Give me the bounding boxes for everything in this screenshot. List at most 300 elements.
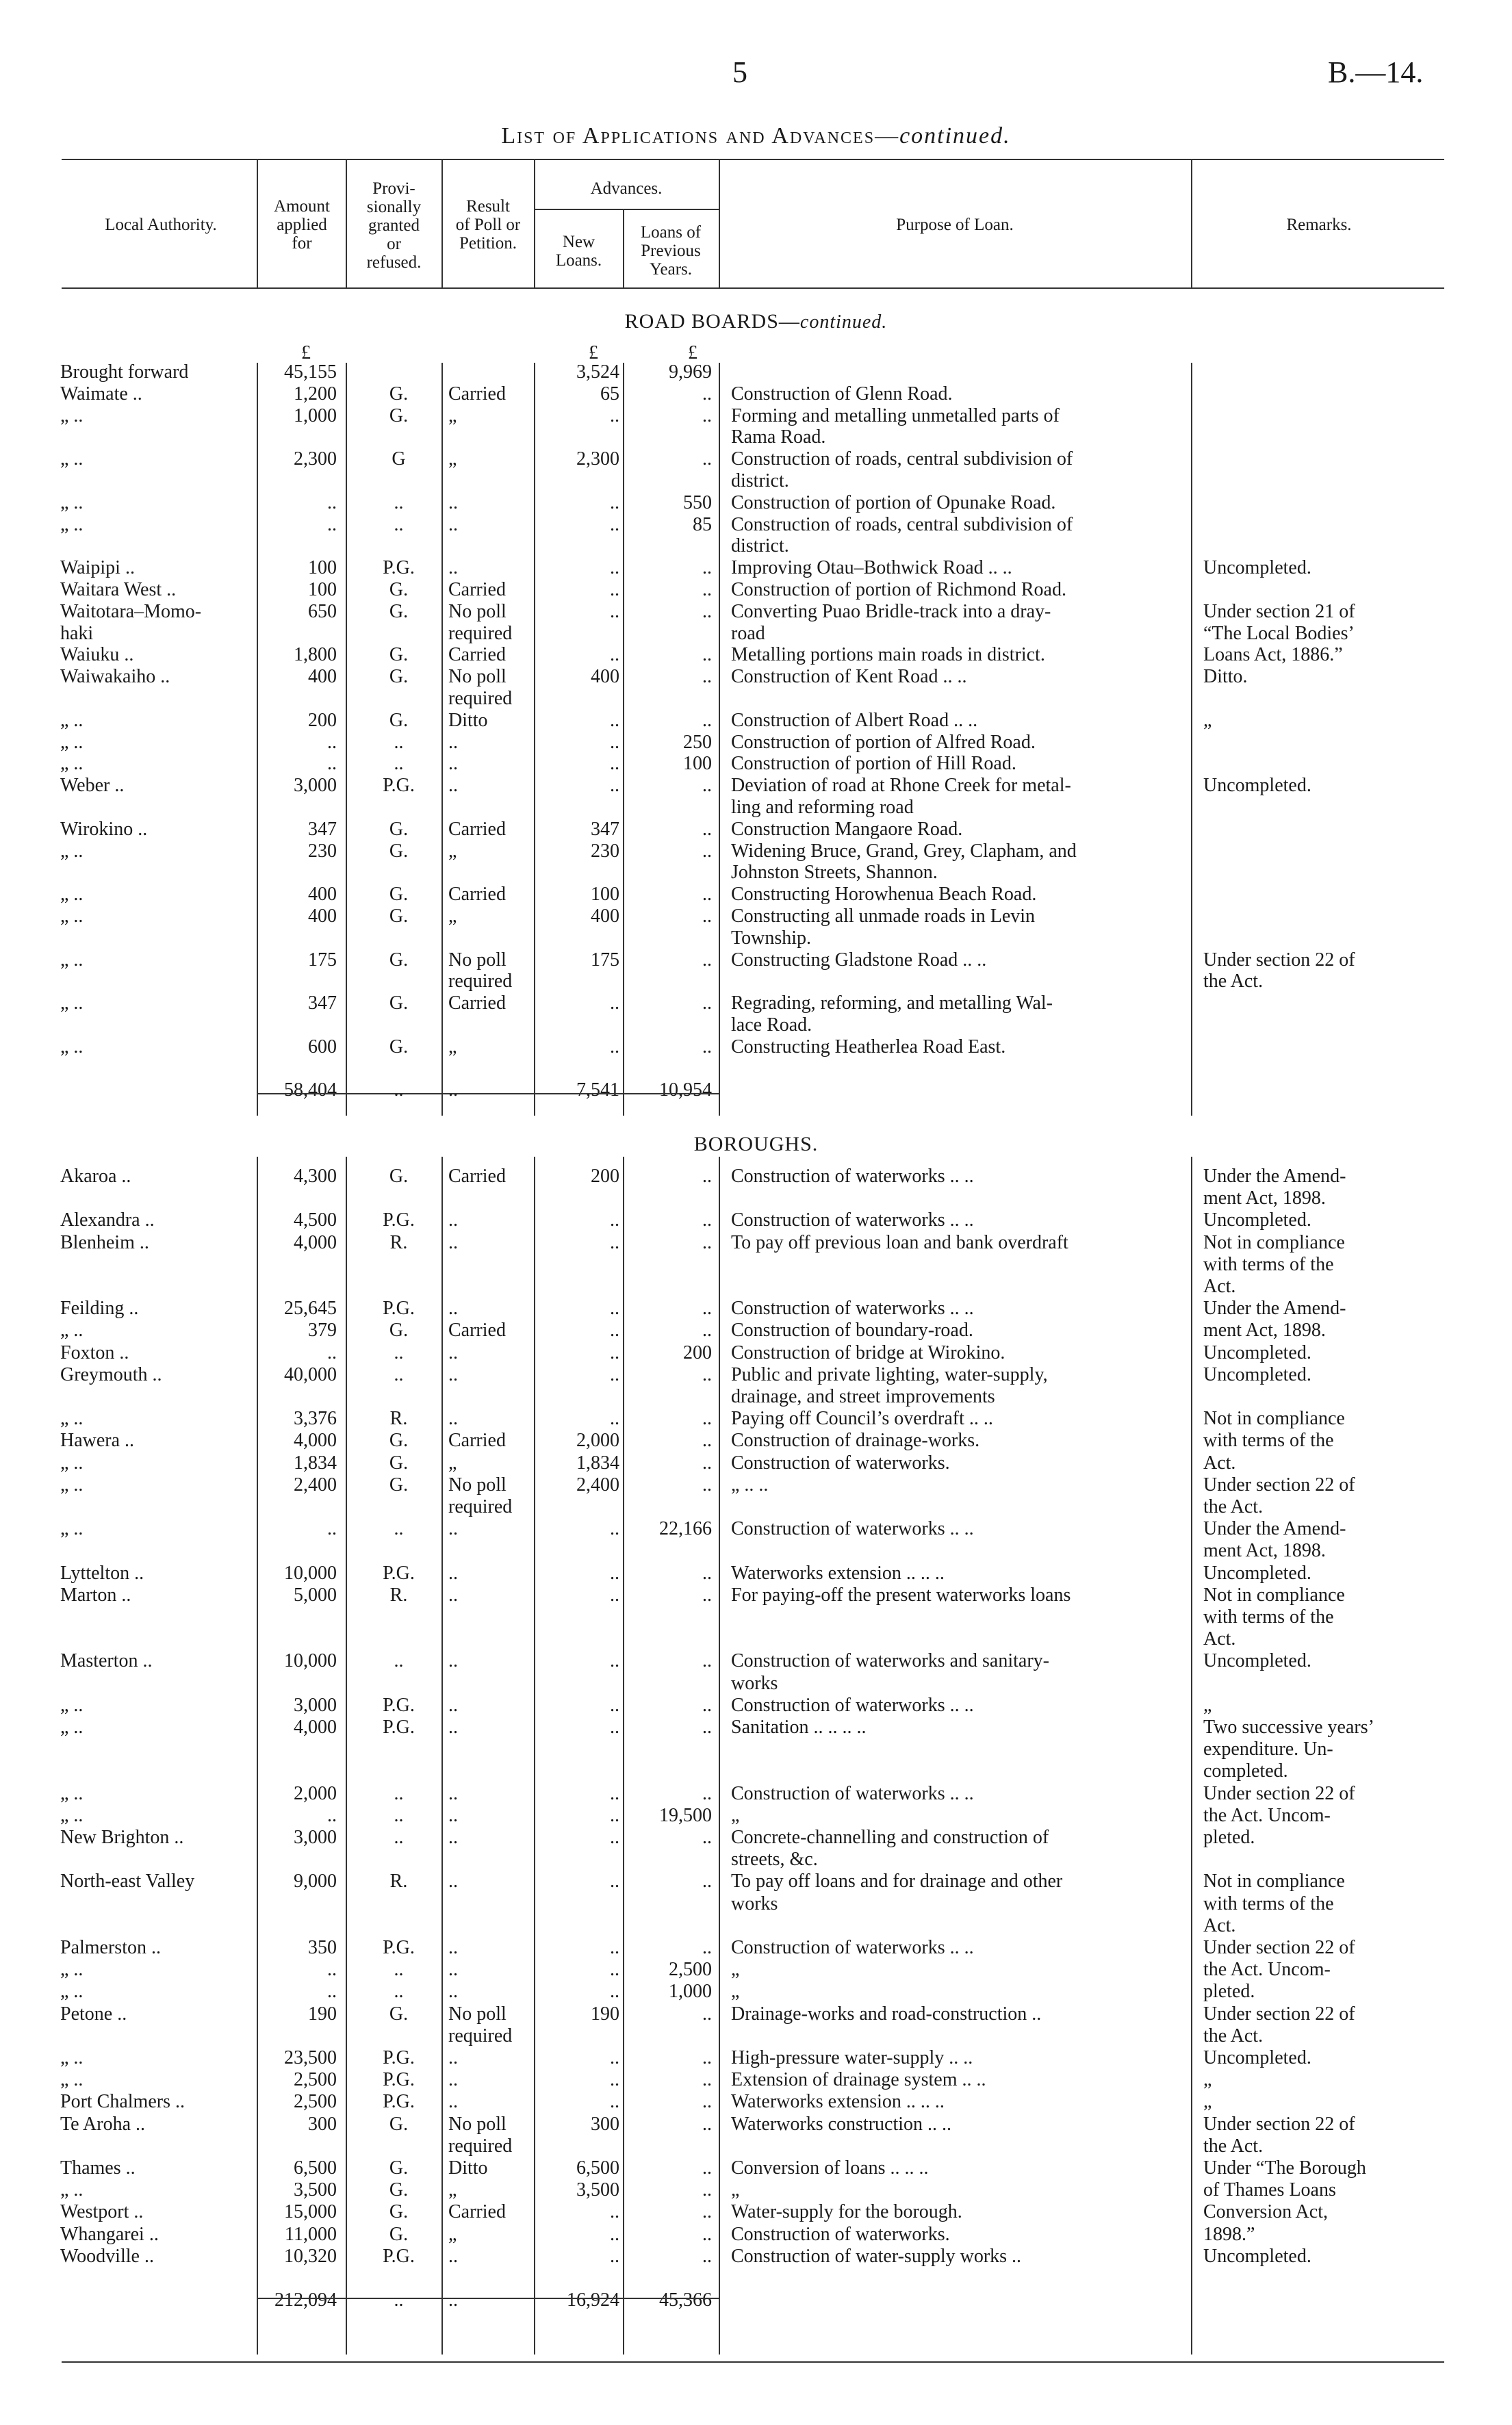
cell-new-loans: 7,541 xyxy=(576,1079,619,1101)
cell-result: No poll xyxy=(448,666,507,688)
cell-remarks: Act. xyxy=(1203,1628,1236,1650)
cell-authority: Thames .. xyxy=(60,2157,136,2179)
cell-remarks: Uncompleted. xyxy=(1203,1562,1311,1584)
cell-amount: 4,500 xyxy=(294,1209,337,1231)
cell-purpose: Constructing all unmade roads in Levin xyxy=(731,906,1036,927)
cell-previous-loans: .. xyxy=(702,1827,712,1848)
cell-provisional: G. xyxy=(389,709,409,731)
cell-amount: 100 xyxy=(308,579,337,600)
cell-result: „ xyxy=(448,405,457,426)
cell-result: „ xyxy=(448,1452,457,1474)
cell-remarks: Not in compliance xyxy=(1203,1584,1345,1606)
table-row xyxy=(0,992,1512,1016)
cell-result: Carried xyxy=(448,1166,506,1187)
cell-authority: haki xyxy=(60,622,94,644)
cell-amount: 350 xyxy=(308,1937,337,1958)
table-row xyxy=(0,1584,1512,1608)
cell-remarks: the Act. xyxy=(1203,2025,1264,2047)
cell-provisional: P.G. xyxy=(383,2069,415,2091)
cell-new-loans: .. xyxy=(610,1650,619,1672)
cell-previous-loans: .. xyxy=(702,1408,712,1430)
table-row xyxy=(0,1209,1512,1233)
cell-result: .. xyxy=(448,557,458,579)
cell-result: Carried xyxy=(448,2201,506,2223)
cell-amount: 58,404 xyxy=(284,1079,337,1101)
table-row xyxy=(0,644,1512,667)
cell-new-loans: .. xyxy=(610,1782,619,1804)
document-code: B.—14. xyxy=(1328,55,1424,89)
table-row xyxy=(0,927,1512,951)
cell-remarks: the Act. Uncom- xyxy=(1203,1959,1331,1981)
cell-amount: .. xyxy=(327,1518,337,1540)
cell-remarks: Uncompleted. xyxy=(1203,1363,1311,1385)
cell-purpose: Johnston Streets, Shannon. xyxy=(731,862,938,884)
section-road-boards xyxy=(0,310,1512,333)
cell-previous-loans: .. xyxy=(702,1937,712,1958)
table-row xyxy=(0,1673,1512,1696)
cell-new-loans: .. xyxy=(610,557,619,579)
cell-provisional: .. xyxy=(394,1981,404,2003)
cell-new-loans: .. xyxy=(610,1320,619,1342)
cell-purpose: Metalling portions main roads in district. xyxy=(731,644,1045,666)
table-row xyxy=(0,1276,1512,1299)
cell-remarks: Under section 22 of xyxy=(1203,2003,1355,2025)
table-row xyxy=(0,1452,1512,1476)
cell-remarks: Uncompleted. xyxy=(1203,1650,1311,1672)
cell-purpose: Construction of roads, central subdivision of xyxy=(731,448,1073,470)
cell-new-loans: .. xyxy=(610,1231,619,1253)
cell-new-loans: .. xyxy=(610,753,619,775)
table-row xyxy=(0,1760,1512,1784)
cell-remarks: Under section 22 of xyxy=(1203,1474,1355,1496)
cell-amount: 190 xyxy=(308,2003,337,2025)
table-row xyxy=(0,666,1512,689)
table-row xyxy=(0,1871,1512,1894)
cell-remarks: Under section 21 of xyxy=(1203,600,1355,622)
cell-result: Carried xyxy=(448,1320,506,1342)
cell-purpose: Forming and metalling unmetalled parts of xyxy=(731,405,1060,426)
cell-result: No poll xyxy=(448,2113,507,2135)
table-row xyxy=(0,1079,1512,1103)
table-row xyxy=(0,1430,1512,1453)
cell-remarks: Conversion Act, xyxy=(1203,2201,1328,2223)
cell-remarks: the Act. xyxy=(1203,1496,1264,1517)
cell-amount: 4,000 xyxy=(294,1717,337,1738)
cell-new-loans: .. xyxy=(610,1871,619,1892)
cell-previous-loans: .. xyxy=(702,884,712,906)
cell-amount: 23,500 xyxy=(284,2047,337,2068)
cell-amount: 600 xyxy=(308,1036,337,1057)
cell-authority: „ .. xyxy=(60,731,84,753)
table-row xyxy=(0,1606,1512,1630)
cell-amount: 1,800 xyxy=(294,644,337,666)
cell-authority: Marton .. xyxy=(60,1584,131,1606)
col-header-prov-line4: or xyxy=(387,235,401,253)
table-row xyxy=(0,1849,1512,1872)
cell-new-loans: 16,924 xyxy=(567,2289,619,2311)
cell-remarks: the Act. Uncom- xyxy=(1203,1804,1331,1826)
cell-provisional: G. xyxy=(389,1166,409,1187)
cell-new-loans: .. xyxy=(610,1981,619,2003)
cell-authority: „ .. xyxy=(60,709,84,731)
cell-authority: Blenheim .. xyxy=(60,1231,149,1253)
table-row xyxy=(0,1364,1512,1387)
cell-new-loans: 65 xyxy=(600,383,619,405)
road-subtotal-rule xyxy=(257,1093,719,1094)
cell-authority: Te Aroha .. xyxy=(60,2113,146,2135)
table-row xyxy=(0,1628,1512,1652)
cell-provisional: .. xyxy=(394,1827,404,1848)
col-header-prov-line1: Provi- xyxy=(372,179,415,198)
cell-new-loans: .. xyxy=(610,731,619,753)
cell-result: required xyxy=(448,622,513,644)
cell-amount: 10,000 xyxy=(284,1650,337,1672)
cell-result: .. xyxy=(448,1079,458,1101)
col-header-amount-line2: applied xyxy=(277,216,327,234)
cell-provisional: G. xyxy=(389,949,409,971)
cell-previous-loans: .. xyxy=(702,840,712,862)
cell-provisional: P.G. xyxy=(383,775,415,797)
cell-new-loans: .. xyxy=(610,600,619,622)
cell-result: „ xyxy=(448,2223,457,2245)
cell-new-loans: 190 xyxy=(591,2003,619,2025)
table-row xyxy=(0,361,1512,385)
cell-new-loans: .. xyxy=(610,644,619,666)
cell-new-loans: .. xyxy=(610,491,619,513)
cell-previous-loans: 200 xyxy=(683,1342,712,1363)
cell-amount: 3,500 xyxy=(294,2179,337,2201)
cell-result: „ xyxy=(448,840,457,862)
cell-authority: Westport .. xyxy=(60,2201,144,2223)
table-row xyxy=(0,1827,1512,1850)
cell-previous-loans: 22,166 xyxy=(659,1518,712,1540)
cell-amount: 15,000 xyxy=(284,2201,337,2223)
cell-authority: Greymouth .. xyxy=(60,1363,162,1385)
table-row xyxy=(0,1386,1512,1409)
cell-provisional: P.G. xyxy=(383,1209,415,1231)
section-road-boards-cont: continued. xyxy=(799,311,888,333)
cell-amount: 25,645 xyxy=(284,1298,337,1320)
currency-prev: £ xyxy=(688,342,697,363)
cell-remarks: Act. xyxy=(1203,1276,1236,1297)
table-row xyxy=(0,2025,1512,2049)
cell-amount: .. xyxy=(327,1342,337,1363)
cell-purpose: „ xyxy=(731,1804,740,1826)
cell-remarks: Not in compliance xyxy=(1203,1408,1345,1430)
cell-purpose: Waterworks construction .. .. xyxy=(731,2113,951,2135)
cell-remarks: Under section 22 of xyxy=(1203,1782,1355,1804)
cell-new-loans: 2,400 xyxy=(576,1474,619,1496)
table-row xyxy=(0,1783,1512,1806)
cell-amount: 1,834 xyxy=(294,1452,337,1474)
cell-remarks: the Act. xyxy=(1203,971,1264,992)
cell-amount: 2,500 xyxy=(294,2069,337,2091)
table-row xyxy=(0,426,1512,450)
table-row xyxy=(0,1036,1512,1060)
cell-previous-loans: .. xyxy=(702,2245,712,2267)
cell-previous-loans: .. xyxy=(702,1782,712,1804)
cell-amount: .. xyxy=(327,513,337,535)
cell-authority: Port Chalmers .. xyxy=(60,2091,185,2113)
cell-new-loans: .. xyxy=(610,1518,619,1540)
cell-new-loans: .. xyxy=(610,1694,619,1716)
table-row xyxy=(0,1474,1512,1498)
cell-authority: Brought forward xyxy=(60,361,189,383)
cell-purpose: „ .. .. xyxy=(731,1474,769,1496)
cell-provisional: P.G. xyxy=(383,1694,415,1716)
cell-authority: Waiwakaiho .. xyxy=(60,666,170,688)
cell-previous-loans: .. xyxy=(702,1231,712,1253)
cell-authority: „ .. xyxy=(60,1320,84,1342)
cell-amount: .. xyxy=(327,1981,337,2003)
cell-result: Ditto xyxy=(448,2157,488,2179)
cell-new-loans: .. xyxy=(610,1959,619,1981)
cell-authority: „ .. xyxy=(60,1036,84,1057)
cell-purpose: Drainage-works and road-construction .. xyxy=(731,2003,1042,2025)
cell-remarks: the Act. xyxy=(1203,2135,1264,2157)
cell-authority: North-east Valley xyxy=(60,1871,195,1892)
cell-remarks: ment Act, 1898. xyxy=(1203,1540,1326,1562)
cell-amount: 379 xyxy=(308,1320,337,1342)
cell-authority: Wirokino .. xyxy=(60,818,148,840)
cell-purpose: Construction of Albert Road .. .. xyxy=(731,709,978,731)
cell-amount: 2,300 xyxy=(294,448,337,470)
cell-provisional: .. xyxy=(394,1518,404,1540)
cell-amount: 2,500 xyxy=(294,2091,337,2113)
cell-result: .. xyxy=(448,1827,458,1848)
cell-remarks: pleted. xyxy=(1203,1827,1255,1848)
cell-authority: „ .. xyxy=(60,992,84,1014)
cell-provisional: P.G. xyxy=(383,1717,415,1738)
cell-purpose: Public and private lighting, water-supply, xyxy=(731,1363,1048,1385)
cell-authority: „ .. xyxy=(60,906,84,927)
cell-purpose: Construction of waterworks .. .. xyxy=(731,1166,974,1187)
cell-amount: 10,000 xyxy=(284,1562,337,1584)
cell-result: .. xyxy=(448,1650,458,1672)
section-road-boards-label: ROAD BOARDS— xyxy=(624,310,800,333)
cell-purpose: Construction of portion of Hill Road. xyxy=(731,753,1016,775)
cell-result: .. xyxy=(448,1518,458,1540)
table-row xyxy=(0,2179,1512,2203)
cell-provisional: P.G. xyxy=(383,2245,415,2267)
cell-result: required xyxy=(448,688,513,709)
cell-result: .. xyxy=(448,1298,458,1320)
table-row xyxy=(0,1254,1512,1277)
cell-previous-loans: .. xyxy=(702,1209,712,1231)
table-row xyxy=(0,1915,1512,1938)
cell-remarks: Act. xyxy=(1203,1452,1236,1474)
table-row xyxy=(0,448,1512,472)
cell-result: .. xyxy=(448,2047,458,2068)
cell-result: .. xyxy=(448,1363,458,1385)
cell-result: No poll xyxy=(448,1474,507,1496)
cell-provisional: .. xyxy=(394,491,404,513)
cell-result: .. xyxy=(448,1804,458,1826)
cell-previous-loans: 100 xyxy=(683,753,712,775)
cell-result: .. xyxy=(448,513,458,535)
table-row xyxy=(0,2047,1512,2070)
cell-provisional: G. xyxy=(389,906,409,927)
col-header-advances: Advances. xyxy=(590,179,663,198)
section-boroughs: BOROUGHS. xyxy=(693,1133,819,1155)
cell-amount: 3,000 xyxy=(294,1827,337,1848)
borough-subtotal-rule xyxy=(257,2298,719,2299)
cell-purpose: Construction of waterworks. xyxy=(731,1452,950,1474)
cell-provisional: .. xyxy=(394,731,404,753)
cell-provisional: G. xyxy=(389,2223,409,2245)
table-row xyxy=(0,2091,1512,2114)
cell-provisional: G. xyxy=(389,1430,409,1452)
cell-previous-loans: .. xyxy=(702,1717,712,1738)
cell-provisional: .. xyxy=(394,513,404,535)
cell-new-loans: 175 xyxy=(591,949,619,971)
cell-amount: 2,000 xyxy=(294,1782,337,1804)
currency-amount: £ xyxy=(301,342,311,363)
cell-amount: 212,094 xyxy=(274,2289,337,2311)
cell-amount: 400 xyxy=(308,666,337,688)
cell-previous-loans: .. xyxy=(702,1166,712,1187)
cell-amount: 3,000 xyxy=(294,1694,337,1716)
cell-new-loans: 300 xyxy=(591,2113,619,2135)
col-header-authority: Local Authority. xyxy=(105,216,217,234)
cell-amount: .. xyxy=(327,491,337,513)
cell-remarks: of Thames Loans xyxy=(1203,2179,1336,2201)
cell-purpose: Converting Puao Bridle-track into a dray- xyxy=(731,600,1051,622)
cell-new-loans: 6,500 xyxy=(576,2157,619,2179)
cell-result: .. xyxy=(448,1584,458,1606)
cell-remarks: with terms of the xyxy=(1203,1253,1334,1275)
cell-purpose: Constructing Gladstone Road .. .. xyxy=(731,949,987,971)
table-row xyxy=(0,1893,1512,1916)
cell-new-loans: .. xyxy=(610,2091,619,2113)
cell-purpose: Construction of drainage-works. xyxy=(731,1430,980,1452)
cell-purpose: Construction of roads, central subdivision of xyxy=(731,513,1073,535)
cell-new-loans: 3,500 xyxy=(576,2179,619,2201)
cell-previous-loans: 2,500 xyxy=(669,1959,712,1981)
cell-previous-loans: .. xyxy=(702,1650,712,1672)
cell-provisional: P.G. xyxy=(383,1562,415,1584)
cell-new-loans: 347 xyxy=(591,818,619,840)
cell-new-loans: .. xyxy=(610,579,619,600)
cell-result: Carried xyxy=(448,579,506,600)
table-row xyxy=(0,2246,1512,2269)
cell-remarks: Uncompleted. xyxy=(1203,1209,1311,1231)
cell-provisional: R. xyxy=(389,1408,408,1430)
table-row xyxy=(0,2003,1512,2027)
cell-amount: 230 xyxy=(308,840,337,862)
table-bottom-rule xyxy=(62,2361,1444,2363)
table-row xyxy=(0,1014,1512,1038)
cell-amount: 100 xyxy=(308,557,337,579)
cell-previous-loans: .. xyxy=(702,666,712,688)
cell-authority: Waiuku .. xyxy=(60,644,134,666)
cell-provisional: R. xyxy=(389,1584,408,1606)
cell-provisional: P.G. xyxy=(383,2047,415,2068)
table-row xyxy=(0,1937,1512,1960)
cell-previous-loans: .. xyxy=(702,949,712,971)
cell-amount: 3,376 xyxy=(294,1408,337,1430)
cell-purpose: Construction of waterworks .. .. xyxy=(731,1298,974,1320)
cell-new-loans: .. xyxy=(610,1363,619,1385)
table-row xyxy=(0,1232,1512,1255)
cell-remarks: Under section 22 of xyxy=(1203,1937,1355,1958)
cell-amount: 400 xyxy=(308,884,337,906)
cell-remarks: expenditure. Un- xyxy=(1203,1738,1333,1760)
cell-new-loans: .. xyxy=(610,1036,619,1057)
cell-new-loans: .. xyxy=(610,1342,619,1363)
cell-previous-loans: .. xyxy=(702,906,712,927)
cell-result: required xyxy=(448,2135,513,2157)
col-header-purpose: Purpose of Loan. xyxy=(896,216,1014,234)
cell-authority: „ .. xyxy=(60,753,84,775)
cell-previous-loans: .. xyxy=(702,1298,712,1320)
cell-provisional: R. xyxy=(389,1231,408,1253)
cell-remarks: with terms of the xyxy=(1203,1606,1334,1628)
cell-previous-loans: .. xyxy=(702,2157,712,2179)
cell-new-loans: .. xyxy=(610,1209,619,1231)
cell-remarks: Not in compliance xyxy=(1203,1871,1345,1892)
cell-amount: 2,400 xyxy=(294,1474,337,1496)
cell-purpose: Constructing Heatherlea Road East. xyxy=(731,1036,1006,1057)
cell-previous-loans: .. xyxy=(702,2091,712,2113)
table-row xyxy=(0,906,1512,929)
cell-remarks: ment Act, 1898. xyxy=(1203,1320,1326,1342)
cell-remarks: „ xyxy=(1203,709,1212,731)
title-continued: continued. xyxy=(899,123,1011,149)
table-row xyxy=(0,1959,1512,1982)
cell-provisional: .. xyxy=(394,753,404,775)
cell-purpose: Improving Otau–Bothwick Road .. .. xyxy=(731,557,1012,579)
cell-purpose: Constructing Horowhenua Beach Road. xyxy=(731,884,1037,906)
cell-purpose: Township. xyxy=(731,927,812,949)
table-row xyxy=(0,1805,1512,1828)
cell-previous-loans: .. xyxy=(702,2047,712,2068)
cell-purpose: Construction of waterworks .. .. xyxy=(731,1518,974,1540)
cell-result: .. xyxy=(448,2289,458,2311)
cell-provisional: G. xyxy=(389,1452,409,1474)
col-divider xyxy=(257,159,258,289)
cell-result: Carried xyxy=(448,1430,506,1452)
cell-previous-loans: .. xyxy=(702,579,712,600)
cell-result: Carried xyxy=(448,383,506,405)
cell-authority: Foxton .. xyxy=(60,1342,129,1363)
cell-purpose: Construction of bridge at Wirokino. xyxy=(731,1342,1005,1363)
cell-provisional: G. xyxy=(389,2113,409,2135)
cell-purpose: Construction of Kent Road .. .. xyxy=(731,666,967,688)
cell-remarks: with terms of the xyxy=(1203,1892,1334,1914)
cell-previous-loans: 9,969 xyxy=(669,361,712,383)
cell-remarks: Uncompleted. xyxy=(1203,2047,1311,2068)
cell-amount: 4,300 xyxy=(294,1166,337,1187)
cell-provisional: G. xyxy=(389,2157,409,2179)
cell-purpose: Construction of portion of Opunake Road. xyxy=(731,491,1056,513)
table-row xyxy=(0,710,1512,733)
table-row xyxy=(0,492,1512,515)
cell-remarks: Loans Act, 1886.” xyxy=(1203,644,1343,666)
table-row xyxy=(0,579,1512,602)
cell-amount: 45,155 xyxy=(284,361,337,383)
cell-result: .. xyxy=(448,775,458,797)
cell-result: .. xyxy=(448,1694,458,1716)
cell-result: .. xyxy=(448,1408,458,1430)
cell-new-loans: 1,834 xyxy=(576,1452,619,1474)
cell-result: .. xyxy=(448,1562,458,1584)
col-header-result-line3: Petition. xyxy=(459,234,517,253)
table-row xyxy=(0,775,1512,798)
cell-remarks: Under section 22 of xyxy=(1203,2113,1355,2135)
cell-previous-loans: 19,500 xyxy=(659,1804,712,1826)
cell-amount: 11,000 xyxy=(285,2223,337,2245)
